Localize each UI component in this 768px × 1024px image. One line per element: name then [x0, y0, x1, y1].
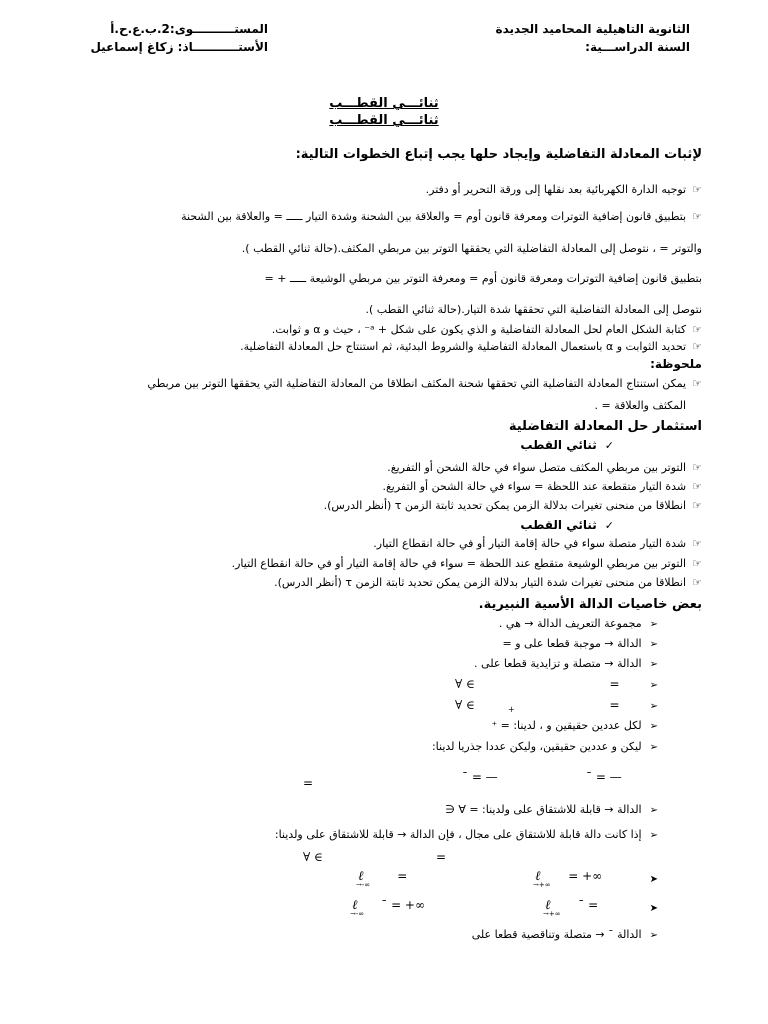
exp-item: ➢ الدالة → موجبة قطعا على و =	[502, 637, 658, 650]
forall-symbol: ∀ ∈	[303, 850, 323, 864]
rl-item: ☞ التوتر بين مربطي الوشيعة متقطع عند اللحظة = سواء في حالة إقامة التيار أو في حالة انقطاع التيار.	[232, 557, 702, 570]
exp-item: ➢ ليكن و عددين حقيقين، وليكن عددا جذريا لدينا:	[432, 740, 658, 753]
level-label: المستــــــــــوى:2.ب.ع.ح.أ	[110, 22, 268, 36]
deriv-eq: =	[436, 850, 447, 864]
limit-row-marker: ➤	[649, 903, 658, 914]
exp-item: ➢ =	[610, 698, 658, 712]
step-item: ☞ توجيه الدارة الكهربائية بعد نقلها إلى ورقة التحرير أو دفتر.	[426, 183, 702, 196]
step-item: بتطبيق قانون إضافية التوترات ومعرفة قانون أوم = ومعرفة التوتر بين مربطي الوشيعة ـــــ + =	[264, 272, 702, 285]
exp-item: ➢ الدالة → متصلة و تزايدية قطعا على .	[474, 657, 658, 670]
note-label: ملحوظة:	[650, 357, 702, 371]
school-name: الثانوية التاهيلية المحاميد الجديدة	[495, 22, 690, 36]
equation-frac: ˉ = —	[586, 770, 622, 784]
exp-item: ➢ الدالة ˉ → متصلة وتناقصية قطعا على	[472, 928, 658, 941]
teacher-label: الأستـــــــــــاذ: زكاغ إسماعيل	[90, 40, 268, 54]
rl-label: ✓ ثنائي القطب	[520, 518, 614, 532]
rc-label: ✓ ثنائي القطب	[520, 438, 614, 452]
step-item: ☞ بتطبيق قانون إضافية التوترات ومعرفة قانون أوم = والعلاقة بين الشحنة وشدة التيار ـــــ = والعلاقة بين الشحنة	[181, 210, 702, 223]
rc-item: ☞ شدة التيار متقطعة عند اللحظة = سواء في حالة الشحن أو التفريغ.	[382, 480, 702, 493]
forall-symbol: ∀ ∈	[455, 677, 475, 691]
limit-expression: ℓ →-∞ ˉ = +∞	[350, 898, 425, 918]
step-item-continued: نتوصل إلى المعادلة التفاضلية التي تحققها شدة التيار.(حالة ثنائي القطب ).	[365, 303, 702, 316]
step-item-continued: والتوتر = ، نتوصل إلى المعادلة التفاضلية التي يحققها التوتر بين مربطي المكثف.(حالة ثنائي القطب ).	[241, 242, 702, 255]
step-item: ☞ تحديد الثوابت و α باستعمال المعادلة التفاضلية والشروط البدئية، ثم استنتاج حل المعادلة التفاضلية.	[240, 340, 702, 353]
limit-expression: ℓ →-∞ =	[356, 869, 408, 889]
deriv-item: ➢ الدالة → قابلة للاشتقاق على ولدينا: = ∀ ∈	[445, 803, 658, 816]
exp-item: ➢ مجموعة التعريف الدالة → هي .	[499, 617, 658, 630]
rl-item: ☞ شدة التيار متصلة سواء في حالة إقامة التيار أو في حالة انقطاع التيار.	[373, 537, 702, 550]
intro-heading: لإثبات المعادلة التفاضلية وإيجاد حلها يجب إتباع الخطوات التالية:	[295, 147, 702, 162]
limit-expression: ℓ →+∞ = +∞	[533, 869, 603, 889]
school-year: السنة الدراســـية:	[585, 40, 690, 54]
page-title: ثنائـــي القطـــب	[329, 96, 439, 111]
rc-item: ☞ التوتر بين مربطي المكثف متصل سواء في حالة الشحن أو التفريغ.	[387, 461, 702, 474]
limit-expression: ℓ →+∞ ˉ =	[543, 898, 599, 918]
exp-heading: بعض خاصيات الدالة الأسية النبيرية.	[478, 597, 702, 612]
limit-row-marker: ➤	[649, 874, 658, 885]
note-text: ☞ يمكن استنتاج المعادلة التفاضلية التي تحققها شحنة المكثف انطلاقا من المعادلة التفاضلية التي يحققها التوتر بين مربطي	[147, 377, 702, 390]
plus-subscript: +	[508, 705, 515, 714]
exp-item: ➢ لكل عددين حقيقين و ، لدينا: = ⁺	[491, 719, 658, 732]
equation-frac: =	[303, 776, 314, 790]
deriv-item: ➢ إذا كانت دالة قابلة للاشتقاق على مجال ، فإن الدالة → قابلة للاشتقاق على ولدينا:	[275, 828, 658, 841]
exploit-heading: استثمار حل المعادلة التفاضلية	[508, 419, 702, 434]
rl-item: ☞ انطلاقا من منحنى تغيرات شدة التيار بدلالة الزمن يمكن تحديد ثابتة الزمن τ (أنظر الدرس).	[274, 576, 702, 589]
step-item: ☞ كتابة الشكل العام لحل المعادلة التفاضلية و الذي يكون على شكل + ᵃ⁻ ، حيث و α و ثوابت.	[272, 323, 702, 336]
page-subtitle: ثنائـــي القطـــب	[329, 113, 439, 128]
equation-frac: ˉ = —	[462, 770, 498, 784]
forall-symbol: ∀ ∈	[455, 698, 475, 712]
rc-item: ☞ انطلاقا من منحنى تغيرات بدلالة الزمن يمكن تحديد ثابتة الزمن τ (أنظر الدرس).	[324, 499, 702, 512]
note-text-continued: المكثف والعلاقة = .	[594, 399, 686, 412]
exp-item: ➢ =	[610, 677, 658, 691]
